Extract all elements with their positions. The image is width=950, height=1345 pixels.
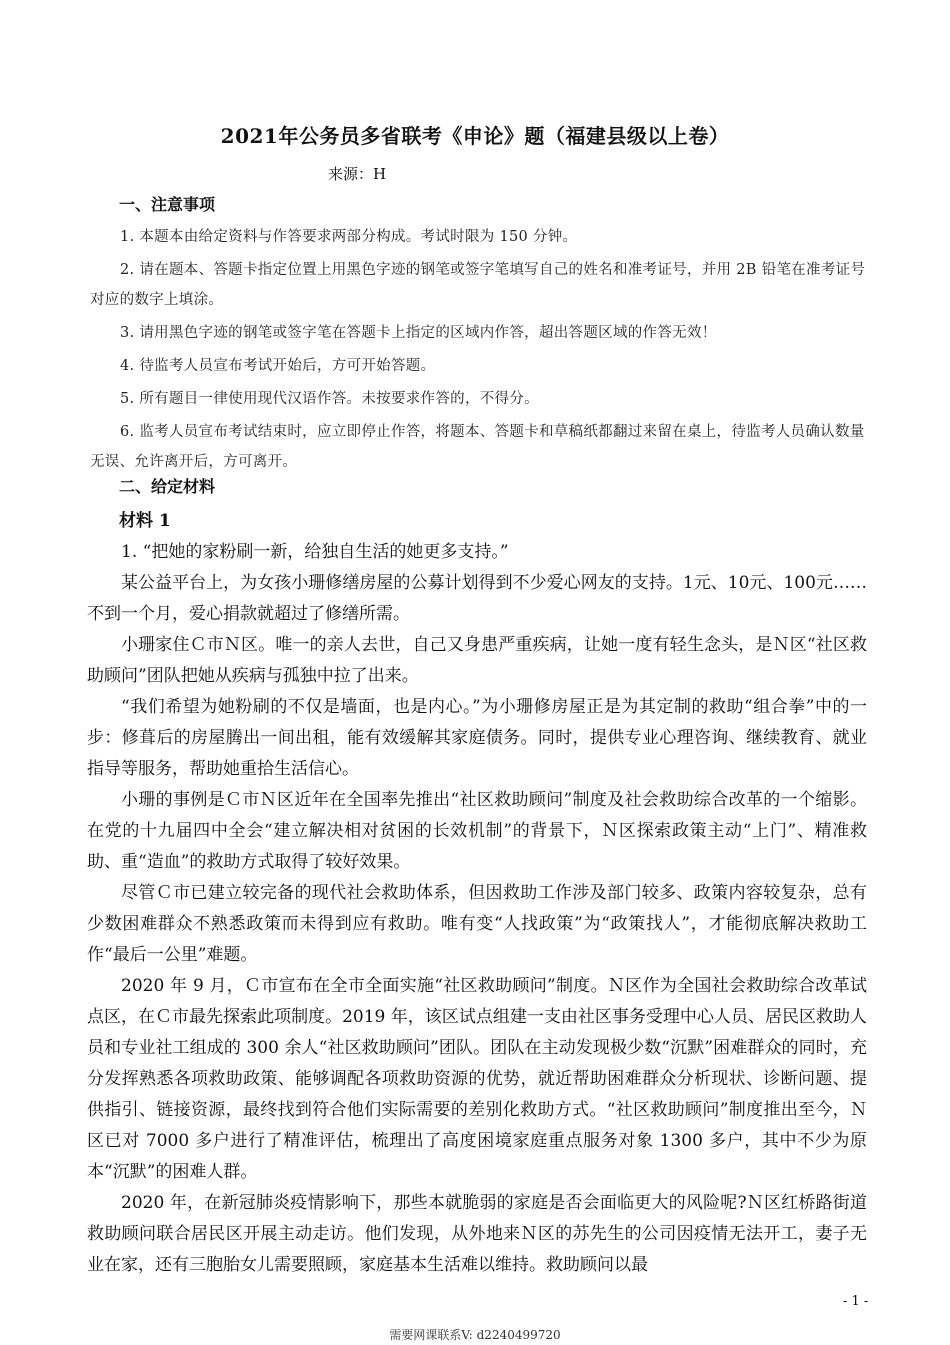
material-paragraph: 尽管Ｃ市已建立较完备的现代社会救助体系，但因救助工作涉及部门较多、政策内容较复杂，总有少数困难群众不熟悉政策而未得到应有救助。唯有变“人找政策”为“政策找人”，才能彻底解决救助工作“最后一公里”难题。 — [87, 883, 867, 965]
material-paragraph: 1. “把她的家粉刷一新，给独自生活的她更多支持。” — [121, 542, 509, 562]
material-paragraph: 小珊的事例是Ｃ市Ｎ区近年在全国率先推出“社区救助顾问”制度及社会救助综合改革的一个缩影。在党的十九届四中全会“建立解决相对贫困的长效机制”的背景下，Ｎ区探索政策主动“上门”、精准救助、重“造血”的救助方式取得了较好效果。 — [87, 790, 867, 872]
material-paragraph: 某公益平台上，为女孩小珊修缮房屋的公募计划得到不少爱心网友的支持。1元、10元、100元……不到一个月，爱心捐款就超过了修缮所需。 — [87, 573, 867, 624]
notice-item: 4. 待监考人员宣布考试开始后，方可开始答题。 — [120, 358, 436, 374]
material-paragraph: “我们希望为她粉刷的不仅是墙面，也是内心。”为小珊修房屋正是为其定制的救助“组合拳”中的一步：修葺后的房屋腾出一间出租，能有效缓解其家庭债务。同时，提供专业心理咨询、继续教育、就业指导等服务，帮助她重拾生活信心。 — [87, 697, 867, 779]
notice-item: 5. 所有题目一律使用现代汉语作答。未按要求作答的，不得分。 — [120, 391, 539, 407]
footer-contact: 需要网课联系V: d2240499720 — [389, 1328, 561, 1342]
notice-item: 6. 监考人员宣布考试结束时，应立即停止作答，将题本、答题卡和草稿纸都翻过来留在桌上，待监考人员确认数量无误、允许离开后，方可离开。 — [90, 424, 865, 470]
page-number: - 1 - — [843, 1294, 869, 1309]
source-line: 来源：H — [328, 165, 387, 183]
material-paragraph: 2020 年，在新冠肺炎疫情影响下，那些本就脆弱的家庭是否会面临更大的风险呢?Ｎ区红桥路街道救助顾问联合居民区开展主动走访。他们发现，从外地来Ｎ区的苏先生的公司因疫情无法开工，妻子无业在家，还有三胞胎女儿需要照顾，家庭基本生活难以维持。救助顾问以最 — [87, 1193, 867, 1275]
notice-item: 1. 本题本由给定资料与作答要求两部分构成。考试时限为 150 分钟。 — [120, 229, 578, 245]
material-paragraph: 2020 年 9 月，Ｃ市宣布在全市全面实施“社区救助顾问”制度。Ｎ区作为全国社会救助综合改革试点区，在Ｃ市最先探索此项制度。2019 年，该区试点组建一支由社区事务受理中心人员、居民区救助人员和专业社工组成的 300 余人“社区救助顾问”团队。团队在主动发现极少数“沉默”困难群众的同时，充分发挥熟悉各项救助政策、能够调配各项救助资源的优势，就近帮助困难群众分析现状、诊断问题、提供指引、链接资源，最终找到符合他们实际需要的差别化救助方式。“社区救助顾问”制度推出至今，Ｎ区已对 7000 多户进行了精准评估，梳理出了高度困境家庭重点服务对象 1300 多户，其中不少为原本“沉默”的困难人群。 — [87, 976, 867, 1182]
section-heading-notice: 一、注意事项 — [119, 195, 216, 214]
page-title: 2021年公务员多省联考《申论》题（福建县级以上卷） — [220, 124, 730, 148]
notice-item: 2. 请在题本、答题卡指定位置上用黑色字迹的钢笔或签字笔填写自己的姓名和准考证号，并用 2B 铅笔在准考证号对应的数字上填涂。 — [90, 262, 866, 308]
notice-list — [90, 222, 870, 480]
material-paragraph: 小珊家住Ｃ市Ｎ区。唯一的亲人去世，自己又身患严重疾病，让她一度有轻生念头，是Ｎ区“社区救助顾问”团队把她从疾病与孤独中拉了出来。 — [87, 635, 867, 686]
notice-item: 3. 请用黑色字迹的钢笔或签字笔在答题卡上指定的区域内作答，超出答题区域的作答无效！ — [120, 325, 717, 341]
section-heading-materials: 二、给定材料 — [119, 477, 216, 496]
material-body — [87, 537, 867, 1281]
material-title: 材料 1 — [119, 511, 171, 531]
